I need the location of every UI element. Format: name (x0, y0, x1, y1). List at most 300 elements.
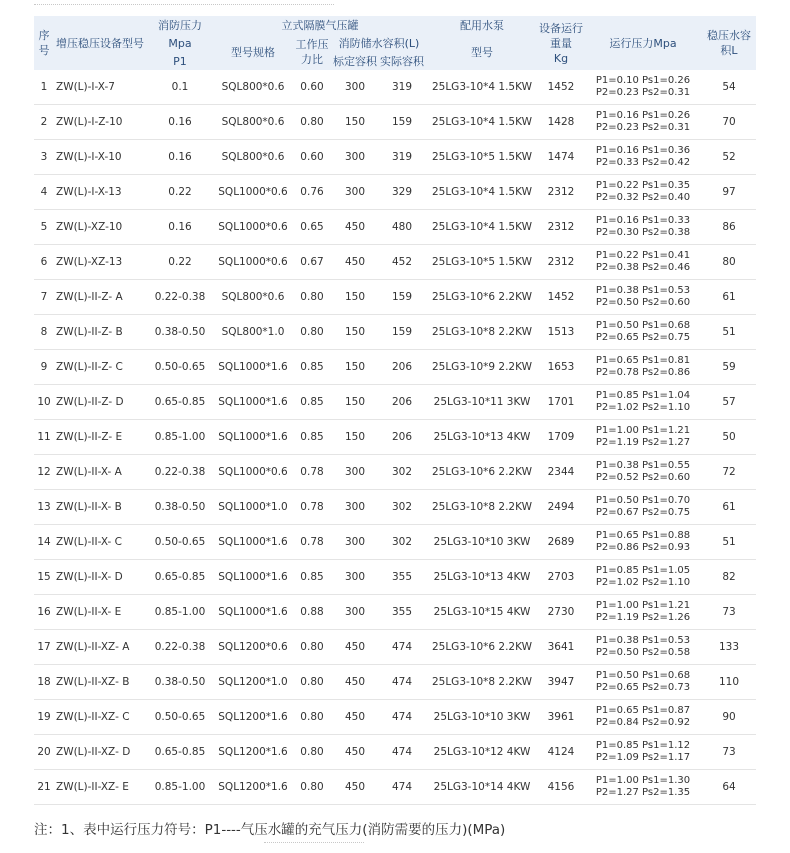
table-body (34, 70, 756, 805)
cell-work-ratio: 0.80 (292, 630, 332, 665)
cell-model: ZW(L)-II-Z- E (54, 420, 146, 455)
cell-model: ZW(L)-I-X-10 (54, 140, 146, 175)
cell-weight: 1428 (538, 105, 584, 140)
cell-tank-model: SQL800*1.0 (214, 315, 292, 350)
cell-weight: 2312 (538, 210, 584, 245)
header-tank-group: 立式隔膜气压罐 (214, 16, 426, 34)
cell-pump-model: 25LG3-10*4 1.5KW (426, 105, 538, 140)
cell-seq: 17 (34, 630, 54, 665)
cell-actual-vol: 302 (378, 455, 426, 490)
cell-stable-vol: 52 (702, 140, 756, 175)
cell-work-ratio: 0.80 (292, 770, 332, 805)
run-pressure-line-1: P1=0.50 Ps1=0.70 (595, 495, 691, 506)
cell-pump-model: 25LG3-10*9 2.2KW (426, 350, 538, 385)
cell-rated-vol: 450 (332, 210, 378, 245)
cell-rated-vol: 150 (332, 315, 378, 350)
cell-tank-model: SQL800*0.6 (214, 280, 292, 315)
cell-fire-pressure: 0.16 (146, 140, 214, 175)
run-pressure-line-2: P2=0.67 Ps2=0.75 (595, 507, 691, 518)
cell-run-pressure (584, 210, 702, 245)
cell-tank-model: SQL1000*1.6 (214, 525, 292, 560)
cell-work-ratio: 0.80 (292, 665, 332, 700)
cell-stable-vol: 110 (702, 665, 756, 700)
cell-tank-model: SQL800*0.6 (214, 70, 292, 105)
table-row (34, 490, 756, 525)
cell-seq: 5 (34, 210, 54, 245)
cell-tank-model: SQL1200*1.6 (214, 770, 292, 805)
cell-stable-vol: 64 (702, 770, 756, 805)
cell-seq: 10 (34, 385, 54, 420)
cell-actual-vol: 206 (378, 350, 426, 385)
cell-rated-vol: 300 (332, 490, 378, 525)
cell-actual-vol: 474 (378, 665, 426, 700)
cell-actual-vol: 480 (378, 210, 426, 245)
cell-run-pressure (584, 70, 702, 105)
cell-fire-pressure: 0.1 (146, 70, 214, 105)
cell-work-ratio: 0.80 (292, 700, 332, 735)
cell-run-pressure (584, 560, 702, 595)
cell-tank-model: SQL1200*1.6 (214, 700, 292, 735)
cell-tank-model: SQL800*0.6 (214, 105, 292, 140)
table-row (34, 350, 756, 385)
header-fire-pressure-sym: P1 (146, 52, 214, 70)
cell-weight: 1474 (538, 140, 584, 175)
cell-weight: 1452 (538, 70, 584, 105)
run-pressure-line-2: P2=0.30 Ps2=0.38 (595, 227, 691, 238)
cell-model: ZW(L)-II-XZ- C (54, 700, 146, 735)
cell-seq: 14 (34, 525, 54, 560)
run-pressure-line-2: P2=0.65 Ps2=0.75 (595, 332, 691, 343)
cell-seq: 12 (34, 455, 54, 490)
cell-model: ZW(L)-II-X- C (54, 525, 146, 560)
cell-actual-vol: 474 (378, 735, 426, 770)
run-pressure-line-2: P2=0.32 Ps2=0.40 (595, 192, 691, 203)
cell-stable-vol: 82 (702, 560, 756, 595)
cell-fire-pressure: 0.38-0.50 (146, 490, 214, 525)
cell-weight: 1701 (538, 385, 584, 420)
bottom-divider (264, 842, 364, 846)
cell-model: ZW(L)-I-Z-10 (54, 105, 146, 140)
cell-pump-model: 25LG3-10*6 2.2KW (426, 280, 538, 315)
cell-weight: 3947 (538, 665, 584, 700)
cell-tank-model: SQL1000*1.0 (214, 490, 292, 525)
cell-stable-vol: 72 (702, 455, 756, 490)
cell-tank-model: SQL1000*0.6 (214, 210, 292, 245)
cell-stable-vol: 61 (702, 280, 756, 315)
table-row (34, 595, 756, 630)
cell-tank-model: SQL1000*1.6 (214, 350, 292, 385)
cell-run-pressure (584, 490, 702, 525)
cell-seq: 6 (34, 245, 54, 280)
cell-tank-model: SQL800*0.6 (214, 140, 292, 175)
cell-work-ratio: 0.80 (292, 105, 332, 140)
run-pressure-line-1: P1=0.65 Ps1=0.87 (595, 705, 691, 716)
header-stable-vol: 稳压水容积L (702, 16, 756, 70)
table-row (34, 140, 756, 175)
run-pressure-line-2: P2=1.02 Ps2=1.10 (595, 577, 691, 588)
cell-run-pressure (584, 175, 702, 210)
cell-fire-pressure: 0.22-0.38 (146, 455, 214, 490)
cell-model: ZW(L)-II-XZ- D (54, 735, 146, 770)
cell-weight: 1653 (538, 350, 584, 385)
run-pressure-line-2: P2=0.50 Ps2=0.60 (595, 297, 691, 308)
cell-stable-vol: 90 (702, 700, 756, 735)
header-work-ratio: 工作压力比 (292, 34, 332, 70)
header-run-pressure: 运行压力Mpa (584, 16, 702, 70)
cell-actual-vol: 159 (378, 105, 426, 140)
cell-seq: 21 (34, 770, 54, 805)
cell-model: ZW(L)-II-X- B (54, 490, 146, 525)
header-volume-group: 消防储水容积(L) (332, 34, 426, 52)
cell-work-ratio: 0.78 (292, 525, 332, 560)
cell-model: ZW(L)-II-Z- B (54, 315, 146, 350)
cell-fire-pressure: 0.22 (146, 175, 214, 210)
table-row (34, 70, 756, 105)
cell-run-pressure (584, 105, 702, 140)
cell-weight: 2312 (538, 175, 584, 210)
cell-fire-pressure: 0.50-0.65 (146, 700, 214, 735)
run-pressure-line-2: P2=1.02 Ps2=1.10 (595, 402, 691, 413)
cell-stable-vol: 86 (702, 210, 756, 245)
run-pressure-line-2: P2=0.33 Ps2=0.42 (595, 157, 691, 168)
cell-pump-model: 25LG3-10*8 2.2KW (426, 665, 538, 700)
cell-stable-vol: 57 (702, 385, 756, 420)
cell-seq: 7 (34, 280, 54, 315)
cell-work-ratio: 0.60 (292, 140, 332, 175)
header-fire-pressure: 消防压力 (146, 16, 214, 34)
cell-fire-pressure: 0.85-1.00 (146, 420, 214, 455)
cell-actual-vol: 319 (378, 140, 426, 175)
cell-tank-model: SQL1000*1.6 (214, 595, 292, 630)
cell-work-ratio: 0.67 (292, 245, 332, 280)
cell-rated-vol: 150 (332, 280, 378, 315)
header-rated-vol: 标定容积 (332, 52, 378, 70)
run-pressure-line-2: P2=0.84 Ps2=0.92 (595, 717, 691, 728)
table-row (34, 630, 756, 665)
cell-pump-model: 25LG3-10*4 1.5KW (426, 70, 538, 105)
run-pressure-line-1: P1=0.16 Ps1=0.33 (595, 215, 691, 226)
cell-fire-pressure: 0.16 (146, 105, 214, 140)
cell-weight: 1709 (538, 420, 584, 455)
cell-model: ZW(L)-II-XZ- E (54, 770, 146, 805)
cell-pump-model: 25LG3-10*13 4KW (426, 560, 538, 595)
header-tank-model: 型号规格 (214, 34, 292, 70)
run-pressure-line-1: P1=0.50 Ps1=0.68 (595, 670, 691, 681)
cell-pump-model: 25LG3-10*6 2.2KW (426, 455, 538, 490)
cell-stable-vol: 51 (702, 525, 756, 560)
header-seq: 序号 (34, 16, 54, 70)
cell-stable-vol: 73 (702, 595, 756, 630)
cell-fire-pressure: 0.22-0.38 (146, 630, 214, 665)
cell-actual-vol: 319 (378, 70, 426, 105)
cell-fire-pressure: 0.65-0.85 (146, 735, 214, 770)
table-row (34, 105, 756, 140)
cell-pump-model: 25LG3-10*4 1.5KW (426, 175, 538, 210)
cell-work-ratio: 0.85 (292, 350, 332, 385)
cell-rated-vol: 300 (332, 595, 378, 630)
cell-run-pressure (584, 280, 702, 315)
cell-work-ratio: 0.65 (292, 210, 332, 245)
cell-pump-model: 25LG3-10*4 1.5KW (426, 210, 538, 245)
cell-seq: 20 (34, 735, 54, 770)
cell-model: ZW(L)-II-Z- D (54, 385, 146, 420)
cell-rated-vol: 150 (332, 350, 378, 385)
cell-model: ZW(L)-II-Z- A (54, 280, 146, 315)
cell-run-pressure (584, 665, 702, 700)
cell-run-pressure (584, 595, 702, 630)
run-pressure-line-1: P1=0.38 Ps1=0.53 (595, 635, 691, 646)
cell-actual-vol: 159 (378, 280, 426, 315)
cell-model: ZW(L)-XZ-13 (54, 245, 146, 280)
cell-actual-vol: 474 (378, 630, 426, 665)
cell-run-pressure (584, 735, 702, 770)
cell-seq: 18 (34, 665, 54, 700)
cell-work-ratio: 0.80 (292, 280, 332, 315)
cell-seq: 8 (34, 315, 54, 350)
cell-weight: 4124 (538, 735, 584, 770)
cell-run-pressure (584, 455, 702, 490)
cell-actual-vol: 355 (378, 560, 426, 595)
header-model: 增压稳压设备型号 (54, 16, 146, 70)
cell-tank-model: SQL1200*1.6 (214, 735, 292, 770)
cell-seq: 9 (34, 350, 54, 385)
run-pressure-line-1: P1=0.22 Ps1=0.41 (595, 250, 691, 261)
cell-seq: 2 (34, 105, 54, 140)
cell-actual-vol: 206 (378, 385, 426, 420)
cell-actual-vol: 452 (378, 245, 426, 280)
run-pressure-line-2: P2=0.86 Ps2=0.93 (595, 542, 691, 553)
cell-weight: 1513 (538, 315, 584, 350)
cell-work-ratio: 0.88 (292, 595, 332, 630)
run-pressure-line-1: P1=0.38 Ps1=0.55 (595, 460, 691, 471)
cell-fire-pressure: 0.38-0.50 (146, 315, 214, 350)
cell-actual-vol: 302 (378, 490, 426, 525)
cell-model: ZW(L)-II-X- E (54, 595, 146, 630)
run-pressure-line-1: P1=0.65 Ps1=0.88 (595, 530, 691, 541)
run-pressure-line-2: P2=1.19 Ps2=1.27 (595, 437, 691, 448)
run-pressure-line-1: P1=0.50 Ps1=0.68 (595, 320, 691, 331)
run-pressure-line-2: P2=1.09 Ps2=1.17 (595, 752, 691, 763)
cell-fire-pressure: 0.38-0.50 (146, 665, 214, 700)
header-actual-vol: 实际容积 (378, 52, 426, 70)
cell-model: ZW(L)-II-XZ- A (54, 630, 146, 665)
cell-work-ratio: 0.85 (292, 420, 332, 455)
cell-stable-vol: 70 (702, 105, 756, 140)
footnote: 注：1、表中运行压力符号：P1----气压水罐的充气压力(消防需要的压力)(MPa) (34, 822, 506, 838)
cell-rated-vol: 150 (332, 420, 378, 455)
cell-weight: 3641 (538, 630, 584, 665)
cell-run-pressure (584, 630, 702, 665)
cell-stable-vol: 50 (702, 420, 756, 455)
cell-work-ratio: 0.80 (292, 735, 332, 770)
run-pressure-line-1: P1=0.38 Ps1=0.53 (595, 285, 691, 296)
cell-actual-vol: 206 (378, 420, 426, 455)
cell-work-ratio: 0.76 (292, 175, 332, 210)
cell-actual-vol: 474 (378, 770, 426, 805)
cell-model: ZW(L)-I-X-7 (54, 70, 146, 105)
cell-weight: 4156 (538, 770, 584, 805)
run-pressure-line-1: P1=0.85 Ps1=1.05 (595, 565, 691, 576)
cell-fire-pressure: 0.65-0.85 (146, 560, 214, 595)
cell-rated-vol: 150 (332, 385, 378, 420)
cell-pump-model: 25LG3-10*8 2.2KW (426, 315, 538, 350)
cell-pump-model: 25LG3-10*13 4KW (426, 420, 538, 455)
run-pressure-line-2: P2=0.23 Ps2=0.31 (595, 122, 691, 133)
cell-run-pressure (584, 770, 702, 805)
run-pressure-line-2: P2=0.52 Ps2=0.60 (595, 472, 691, 483)
cell-seq: 13 (34, 490, 54, 525)
cell-actual-vol: 302 (378, 525, 426, 560)
cell-pump-model: 25LG3-10*14 4KW (426, 770, 538, 805)
cell-work-ratio: 0.78 (292, 455, 332, 490)
cell-run-pressure (584, 315, 702, 350)
cell-rated-vol: 300 (332, 560, 378, 595)
cell-weight: 2703 (538, 560, 584, 595)
cell-rated-vol: 150 (332, 105, 378, 140)
table-row (34, 700, 756, 735)
run-pressure-line-1: P1=0.16 Ps1=0.36 (595, 145, 691, 156)
cell-pump-model: 25LG3-10*10 3KW (426, 525, 538, 560)
cell-pump-model: 25LG3-10*15 4KW (426, 595, 538, 630)
run-pressure-line-1: P1=0.16 Ps1=0.26 (595, 110, 691, 121)
cell-stable-vol: 61 (702, 490, 756, 525)
cell-rated-vol: 300 (332, 455, 378, 490)
run-pressure-line-1: P1=0.65 Ps1=0.81 (595, 355, 691, 366)
cell-stable-vol: 54 (702, 70, 756, 105)
table-row (34, 770, 756, 805)
cell-fire-pressure: 0.85-1.00 (146, 595, 214, 630)
cell-fire-pressure: 0.50-0.65 (146, 350, 214, 385)
cell-seq: 15 (34, 560, 54, 595)
spec-table (34, 16, 756, 805)
table-row (34, 175, 756, 210)
run-pressure-line-2: P2=0.78 Ps2=0.86 (595, 367, 691, 378)
cell-stable-vol: 73 (702, 735, 756, 770)
cell-tank-model: SQL1200*0.6 (214, 630, 292, 665)
cell-pump-model: 25LG3-10*11 3KW (426, 385, 538, 420)
spec-table-container (34, 16, 756, 805)
cell-weight: 1452 (538, 280, 584, 315)
cell-rated-vol: 300 (332, 525, 378, 560)
cell-model: ZW(L)-II-Z- C (54, 350, 146, 385)
cell-seq: 1 (34, 70, 54, 105)
cell-rated-vol: 450 (332, 630, 378, 665)
run-pressure-line-1: P1=0.85 Ps1=1.12 (595, 740, 691, 751)
cell-pump-model: 25LG3-10*6 2.2KW (426, 630, 538, 665)
cell-work-ratio: 0.60 (292, 70, 332, 105)
cell-run-pressure (584, 525, 702, 560)
cell-stable-vol: 97 (702, 175, 756, 210)
run-pressure-line-2: P2=0.38 Ps2=0.46 (595, 262, 691, 273)
cell-weight: 2312 (538, 245, 584, 280)
cell-actual-vol: 355 (378, 595, 426, 630)
run-pressure-line-2: P2=1.27 Ps2=1.35 (595, 787, 691, 798)
table-row (34, 385, 756, 420)
header-pump-model: 型号 (426, 34, 538, 70)
cell-fire-pressure: 0.85-1.00 (146, 770, 214, 805)
cell-weight: 2344 (538, 455, 584, 490)
cell-stable-vol: 80 (702, 245, 756, 280)
cell-pump-model: 25LG3-10*12 4KW (426, 735, 538, 770)
cell-run-pressure (584, 385, 702, 420)
table-row (34, 420, 756, 455)
cell-pump-model: 25LG3-10*8 2.2KW (426, 490, 538, 525)
cell-rated-vol: 450 (332, 700, 378, 735)
cell-seq: 3 (34, 140, 54, 175)
cell-rated-vol: 300 (332, 175, 378, 210)
run-pressure-line-2: P2=0.65 Ps2=0.73 (595, 682, 691, 693)
run-pressure-line-2: P2=0.50 Ps2=0.58 (595, 647, 691, 658)
cell-seq: 11 (34, 420, 54, 455)
cell-stable-vol: 59 (702, 350, 756, 385)
table-row (34, 315, 756, 350)
run-pressure-line-1: P1=0.10 Ps1=0.26 (595, 75, 691, 86)
cell-pump-model: 25LG3-10*10 3KW (426, 700, 538, 735)
cell-model: ZW(L)-XZ-10 (54, 210, 146, 245)
cell-actual-vol: 474 (378, 700, 426, 735)
cell-stable-vol: 133 (702, 630, 756, 665)
table-row (34, 665, 756, 700)
cell-rated-vol: 300 (332, 140, 378, 175)
cell-model: ZW(L)-II-X- A (54, 455, 146, 490)
cell-rated-vol: 450 (332, 735, 378, 770)
cell-work-ratio: 0.80 (292, 315, 332, 350)
cell-rated-vol: 450 (332, 665, 378, 700)
cell-pump-model: 25LG3-10*5 1.5KW (426, 245, 538, 280)
cell-tank-model: SQL1000*0.6 (214, 455, 292, 490)
table-row (34, 560, 756, 595)
cell-run-pressure (584, 700, 702, 735)
cell-seq: 16 (34, 595, 54, 630)
run-pressure-line-1: P1=1.00 Ps1=1.30 (595, 775, 691, 786)
cell-run-pressure (584, 350, 702, 385)
cell-fire-pressure: 0.65-0.85 (146, 385, 214, 420)
cell-weight: 2494 (538, 490, 584, 525)
run-pressure-line-1: P1=1.00 Ps1=1.21 (595, 600, 691, 611)
cell-model: ZW(L)-II-X- D (54, 560, 146, 595)
cell-run-pressure (584, 140, 702, 175)
table-row (34, 455, 756, 490)
cell-seq: 4 (34, 175, 54, 210)
cell-fire-pressure: 0.50-0.65 (146, 525, 214, 560)
cell-model: ZW(L)-II-XZ- B (54, 665, 146, 700)
run-pressure-line-2: P2=1.19 Ps2=1.26 (595, 612, 691, 623)
header-weight: 设备运行重量 Kg (538, 16, 584, 70)
header-pump-group: 配用水泵 (426, 16, 538, 34)
table-header (34, 16, 756, 70)
cell-fire-pressure: 0.22 (146, 245, 214, 280)
cell-tank-model: SQL1000*0.6 (214, 175, 292, 210)
table-row (34, 280, 756, 315)
cell-rated-vol: 450 (332, 770, 378, 805)
cell-work-ratio: 0.78 (292, 490, 332, 525)
cell-tank-model: SQL1000*0.6 (214, 245, 292, 280)
table-row (34, 735, 756, 770)
run-pressure-line-1: P1=1.00 Ps1=1.21 (595, 425, 691, 436)
table-row (34, 210, 756, 245)
top-divider (34, 4, 334, 10)
cell-fire-pressure: 0.16 (146, 210, 214, 245)
cell-weight: 3961 (538, 700, 584, 735)
table-row (34, 525, 756, 560)
cell-seq: 19 (34, 700, 54, 735)
run-pressure-line-1: P1=0.85 Ps1=1.04 (595, 390, 691, 401)
cell-actual-vol: 159 (378, 315, 426, 350)
cell-tank-model: SQL1000*1.6 (214, 560, 292, 595)
cell-tank-model: SQL1000*1.6 (214, 420, 292, 455)
run-pressure-line-2: P2=0.23 Ps2=0.31 (595, 87, 691, 98)
cell-tank-model: SQL1000*1.6 (214, 385, 292, 420)
